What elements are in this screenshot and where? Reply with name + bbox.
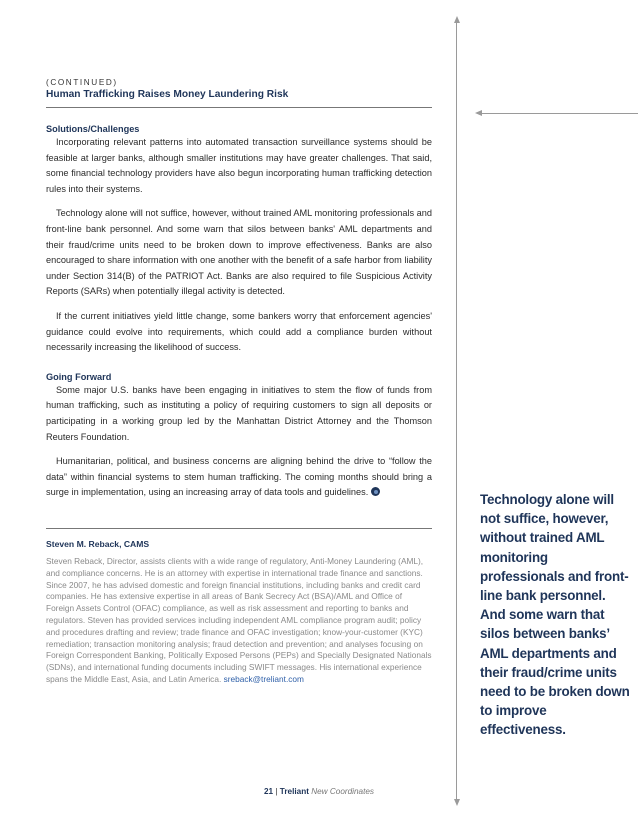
paragraph [46, 454, 432, 501]
section-solutions [46, 123, 432, 356]
footer-separator: | [275, 787, 278, 796]
sidebar-pointer-rule [480, 113, 638, 114]
footer-publication: New Coordinates [311, 787, 375, 796]
paragraph: Incorporating relevant patterns into automated transaction surveillance systems should be feasible at larger banks, although smaller institutions may have greater challenges. That said, some financial technology providers have also begun incorporating human trafficking detection rules into their systems. [46, 137, 432, 194]
paragraph-text: Humanitarian, political, and business concerns are aligning behind the drive to “follow the data” within financial systems to stem human trafficking. The coming months should bring a surge in implementation, using an increasing array of data tools and guidelines. [46, 456, 432, 498]
title-divider [46, 107, 432, 108]
author-name: Steven M. Reback, CAMS [46, 539, 150, 549]
arrow-up-icon [454, 16, 460, 23]
page-number: 21 [263, 787, 274, 796]
author-email-link[interactable]: sreback@treliant.com [223, 673, 304, 684]
article-title: Human Trafficking Raises Money Laundering Risk [46, 89, 289, 100]
paragraph: If the current initiatives yield little change, some bankers worry that enforcement agencies' guidance could evolve into requirements, which could add a compliance burden without necessarily increasing the likelihood of success. [46, 310, 432, 353]
footer-brand: Treliant [279, 787, 309, 796]
section-going-forward [46, 371, 432, 501]
sidebar-vertical-rule [456, 22, 457, 800]
bio-body: Steven Reback, Director, assists clients with a wide range of regulatory, Anti-Money Laundering (AML), and compliance concerns. He is an attorney with expertise in international trade finance and sanctions. Since 2007, he has advised domestic and foreign financial institutions, including banks and credit card companies. He has extensive expertise in all areas of Bank Secrecy Act (BSA)/AML and Office of Foreign Assets Control (OFAC) compliance, as well as risk assessment and reporting to banks and regulators. Steven has provided services including independent AML compliance program audit; policy and procedures drafting and review; trade finance and OFAC investigation; know-your-customer (KYC) remediation; transaction monitoring analysis; fraud detection and prevention; and analyses focusing on Foreign Correspondent Banking, Politically Exposed Persons (PEPs) and Specially Designated Nationals (SDNs), and international funding documents including SWIFT messages. His international experience spans the Middle East, Asia, and Latin America. [46, 556, 432, 684]
pull-quote: Technology alone will not suffice, however, without trained AML monitoring professionals and front-line bank personnel. And some warn that silos between banks’ AML departments and their fraud/crime units need to be broken down to improve effectiveness. [480, 492, 630, 738]
bio-divider [46, 528, 432, 529]
section-title: Going Forward [46, 371, 112, 382]
article-body [46, 77, 432, 501]
author-bio-text [46, 556, 432, 686]
paragraph: Technology alone will not suffice, however, without trained AML monitoring professionals and front-line bank personnel. And some warn that silos between banks' AML departments and their fraud/crime units need to be broken down to improve effectiveness. Banks are also encouraged to share information with one another with the benefit of a safe harbor from liability under Section 314(B) of the PATRIOT Act. Banks are also required to file Suspicious Activity Reports (SARs) when potentially illegal activity is detected. [46, 208, 432, 297]
section-title: Solutions/Challenges [46, 124, 140, 134]
paragraph: Some major U.S. banks have been engaging in initiatives to stem the flow of funds from human trafficking, such as instituting a policy of requiring customers to sign all deposits or participating in a working group led by the Manhattan District Attorney and the Thomson Reuters Foundation. [46, 384, 432, 442]
continued-label: (CONTINUED) [46, 78, 118, 87]
page-footer [0, 787, 638, 796]
arrow-down-icon [454, 799, 460, 806]
article-end-icon [371, 487, 380, 496]
author-bio [46, 538, 432, 686]
